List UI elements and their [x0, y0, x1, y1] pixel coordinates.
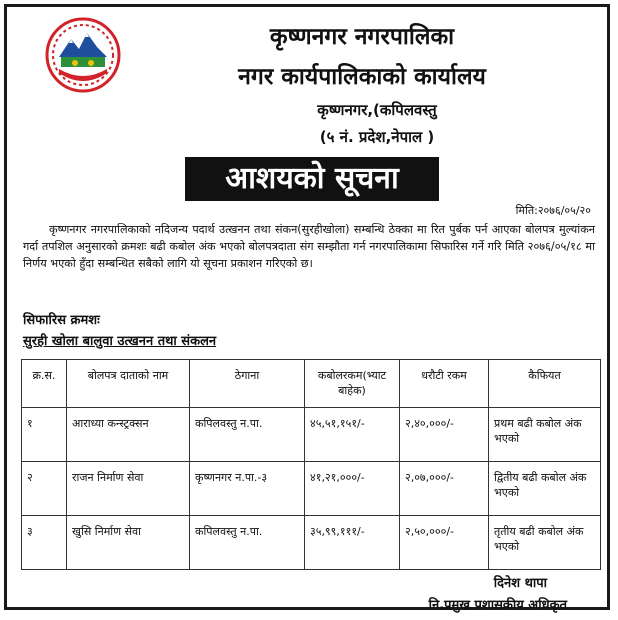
cell-remarks: तृतीय बढी कबोल अंक भएको [489, 516, 601, 570]
cell-address: कपिलवस्तु न.पा. [190, 408, 305, 462]
cell-bidder-name: आराध्या कन्स्ट्रक्सन [67, 408, 190, 462]
municipality-name: कृष्णनगर नगरपालिका [269, 24, 455, 50]
cell-serial: ३ [22, 516, 67, 570]
table-header-row [22, 360, 601, 408]
cell-serial: २ [22, 462, 67, 516]
cell-deposit: २,४०,०००/- [400, 408, 489, 462]
subject-heading: सुरही खोला बालुवा उत्खनन तथा संकलन [23, 334, 217, 349]
cell-bidder-name: खुसि निर्माण सेवा [67, 516, 190, 570]
table-row [22, 408, 601, 462]
cell-remarks: द्वितीय बढी कबोल अंक भएको [489, 462, 601, 516]
cell-bidder-name: राजन निर्माण सेवा [67, 462, 190, 516]
col-serial: क्र.स. [22, 360, 67, 408]
signatory-name: दिनेश थापा [493, 576, 547, 591]
notice-body: कृष्णनगर नगरपालिकाको नदिजन्य पदार्थ उत्खनन तथा संकन(सुरहीखोला) सम्बन्धि ठेक्का मा रित पुर्बक पर्न आएका बोलपत्र मुल्यांकन गर्दा तपशिल अनुसारको क्रमशः बढी कबोल अंक भएको बोलपत्रदाता संग सम्झौता गर्न नगरपालिकामा सिफारिस गर्ने गरि मिति २०७६/०५/१८ मा निर्णय भएको हुँदा सम्बन्धित सबैको लागि यो सूचना प्रकाशन गरिएको छ। [23, 223, 595, 270]
notice-frame [4, 4, 610, 613]
cell-address: कपिलवस्तु न.पा. [190, 516, 305, 570]
province-line: (५ नं. प्रदेश,नेपाल ) [319, 128, 435, 146]
cell-address: कृष्णनगर न.पा.-३ [190, 462, 305, 516]
col-bidder-name: बोलपत्र दाताको नाम [67, 360, 190, 408]
municipality-emblem-icon [45, 17, 121, 93]
signatory-title: नि.प्रमुख प्रशासकीय अधिकृत [428, 598, 567, 613]
recommendation-label: सिफारिस क्रमशः [23, 313, 100, 328]
bid-table [21, 359, 601, 570]
cell-bid-amount: ४१,२१,०००/- [305, 462, 400, 516]
table-row [22, 516, 601, 570]
office-name: नगर कार्यपालिकाको कार्यालय [238, 64, 486, 90]
table-row [22, 462, 601, 516]
cell-deposit: २,५०,०००/- [400, 516, 489, 570]
notice-title-banner: आशयको सूचना [185, 157, 439, 201]
cell-remarks: प्रथम बढी कबोल अंक भएको [489, 408, 601, 462]
col-bid-amount: कबोलरकम(भ्याट बाहेक) [305, 360, 400, 408]
col-deposit: धरौटी रकम [400, 360, 489, 408]
col-remarks: कैफियत [489, 360, 601, 408]
cell-serial: १ [22, 408, 67, 462]
cell-bid-amount: ४५,५१,१५१/- [305, 408, 400, 462]
notice-date: मिति:२०७६/०५/२० [515, 204, 591, 217]
office-address: कृष्णनगर,(कपिलवस्तु [317, 101, 437, 119]
cell-bid-amount: ३५,९९,१११/- [305, 516, 400, 570]
col-address: ठेगाना [190, 360, 305, 408]
cell-deposit: २,०७,०००/- [400, 462, 489, 516]
